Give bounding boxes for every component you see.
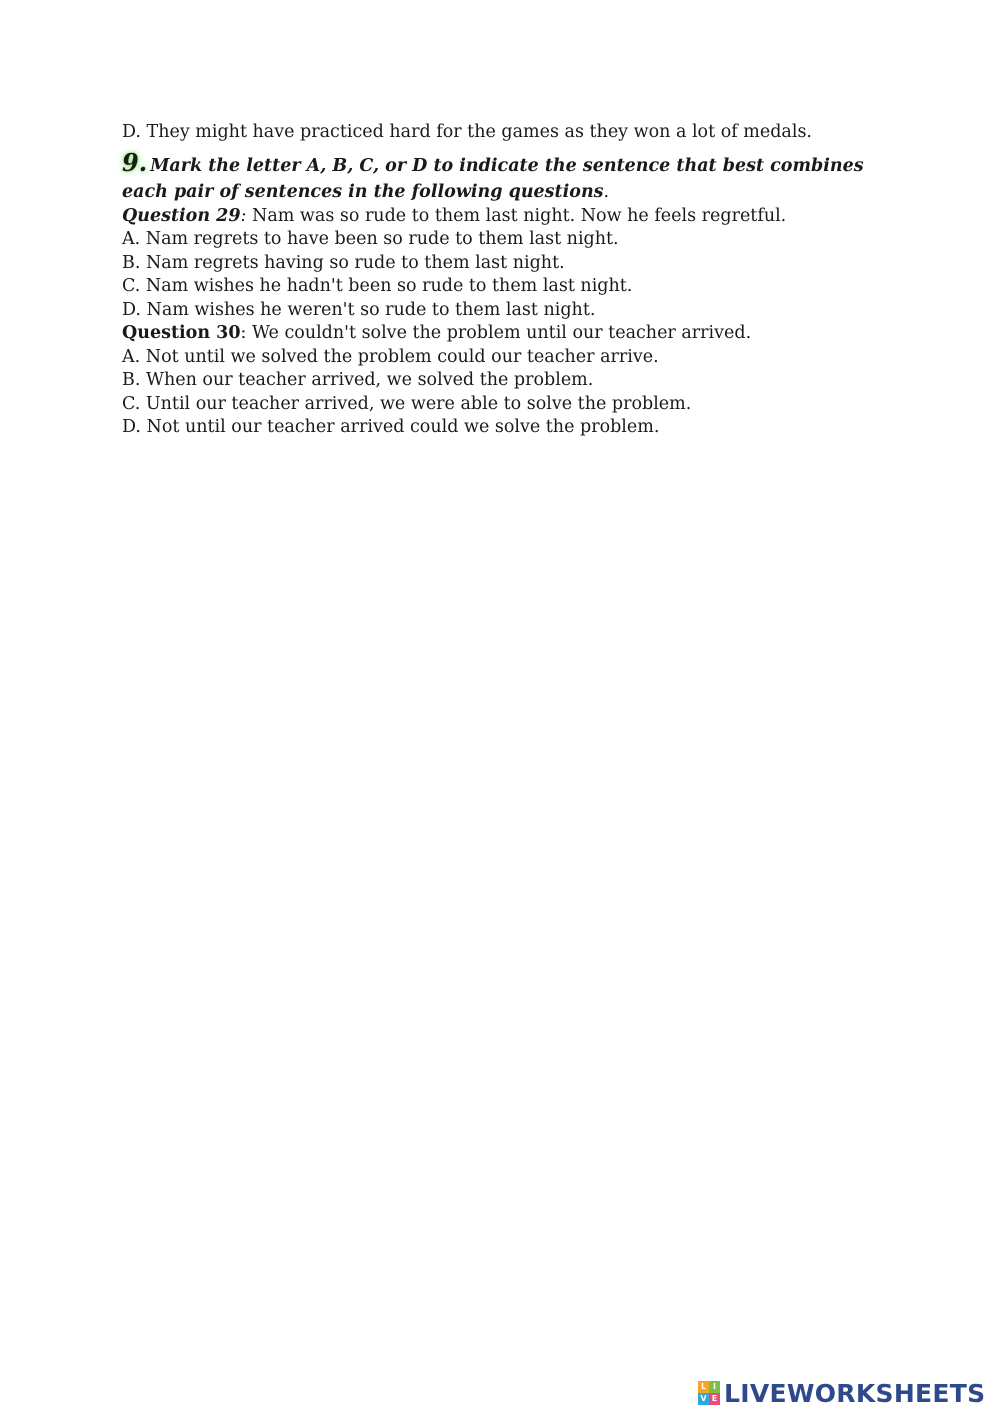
worksheet-page — [122, 121, 902, 440]
option-a[interactable]: A. Not until we solved the problem could our teacher arrive. — [122, 346, 659, 367]
logo-text: LIVEWORKSHEETS — [724, 1378, 986, 1408]
option-b[interactable]: B. Nam regrets having so rude to them last night. — [122, 252, 565, 273]
question-30 — [122, 322, 902, 440]
logo-letter-v: V — [698, 1393, 709, 1405]
previous-option-d: D. They might have practiced hard for the games as they won a lot of medals. — [122, 122, 812, 142]
logo-letter-e: E — [709, 1393, 720, 1405]
option-c[interactable]: C. Until our teacher arrived, we were able to solve the problem. — [122, 393, 692, 414]
question-label: Question 30 — [122, 323, 241, 343]
option-d[interactable]: D. Not until our teacher arrived could we solve the problem. — [122, 417, 660, 437]
question-separator: : — [240, 205, 247, 226]
option-c[interactable]: C. Nam wishes he hadn't been so rude to them last night. — [122, 276, 633, 296]
option-d[interactable]: D. Nam wishes he weren't so rude to them last night. — [122, 299, 596, 320]
option-a[interactable]: A. Nam regrets to have been so rude to them last night. — [122, 229, 619, 249]
section-heading — [122, 147, 882, 205]
question-29 — [122, 205, 902, 323]
question-separator: : — [240, 323, 247, 343]
liveworksheets-logo — [698, 1378, 985, 1408]
logo-letter-i: I — [709, 1381, 720, 1393]
logo-letter-l: L — [698, 1381, 709, 1393]
section-instruction: Mark the letter A, B, C, or D to indicate the sentence that best combines each pair of sentences in the following questions — [122, 155, 864, 202]
question-text: Nam was so rude to them last night. Now he feels regretful. — [246, 205, 787, 226]
question-label: Question 29 — [122, 205, 241, 226]
question-text: We couldn't solve the problem until our teacher arrived. — [246, 323, 752, 343]
question-prompt — [122, 205, 902, 229]
question-prompt — [122, 322, 902, 346]
section-instruction-end: . — [603, 181, 610, 202]
liveworksheets-logo-icon — [698, 1381, 720, 1405]
option-b[interactable]: B. When our teacher arrived, we solved the problem. — [122, 370, 594, 390]
section-number: 9. — [122, 147, 148, 177]
